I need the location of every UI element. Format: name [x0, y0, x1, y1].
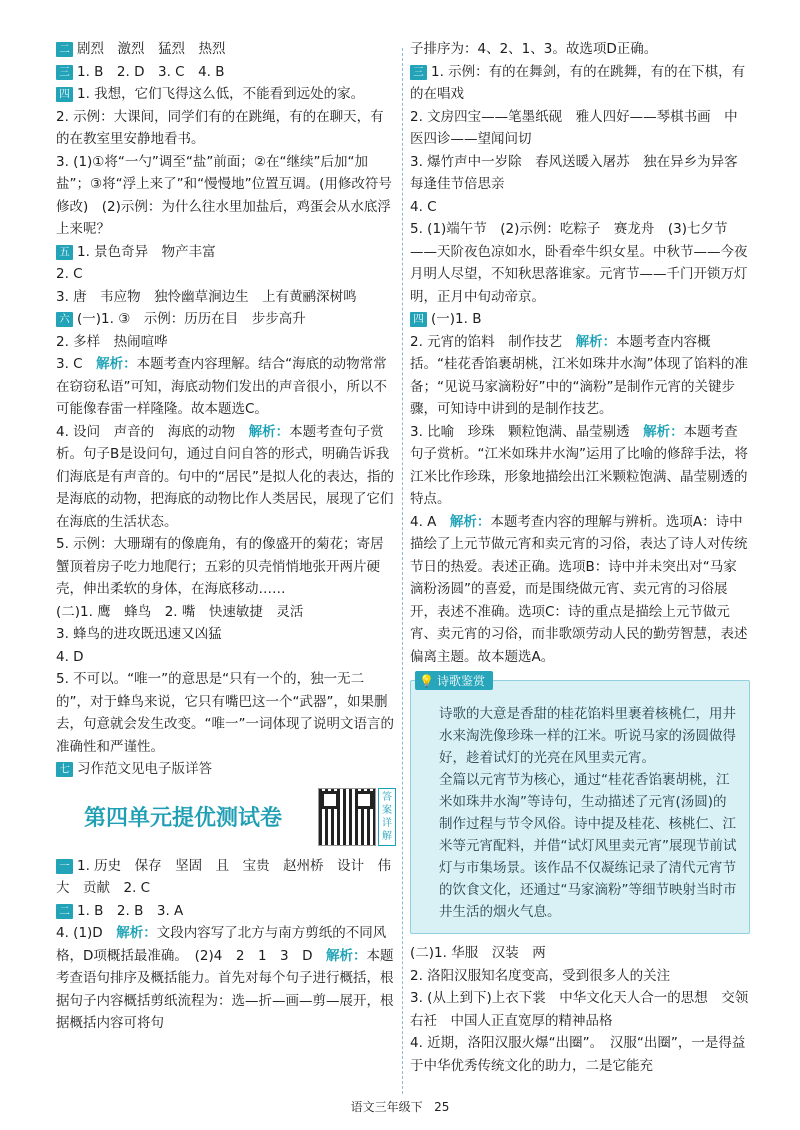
answer-line: [56, 758, 396, 781]
unit-title-bar: [56, 787, 396, 847]
answer-line: [56, 83, 396, 106]
page-number: 25: [434, 1100, 450, 1114]
answer-text: 2. 洛阳汉服知名度变高，受到很多人的关注: [410, 967, 671, 984]
answer-text: 1. B 2. D 3. C 4. B: [77, 63, 225, 80]
answer-text: 5. 示例：大珊瑚有的像鹿角，有的像盛开的菊花；寄居蟹顶着房子吃力地爬行；五彩的贝壳悄悄地张开两片硬壳，伸出柔软的身体，在海底移动……: [56, 536, 384, 597]
answer-line: [410, 511, 750, 669]
answer-text: 4. (1)D 解析：文段内容写了北方与南方剪纸的不同风格，D项概括最准确。 (2)4 2 1 3 D 解析：本题考查语句排序及概括能力。首先对每个句子进行概括，根据句子内容概括剪纸流程为：选—折—画—剪—展开，根据概括内容可将句: [56, 925, 394, 1031]
section-badge: 七: [56, 762, 73, 777]
answer-line: [410, 331, 750, 421]
answer-line: [410, 987, 750, 1032]
poem-paragraph: 全篇以元宵节为核心，通过“桂花香馅裹胡桃，江米如珠井水淘”等诗句，生动描述了元宵(汤圆)的制作过程与节令风俗。诗中提及桂花、核桃仁、江米等元宵配料，并借“试灯风里卖元宵”展现节前试灯与市集场景。该作品不仅凝练记录了清代元宵节的饮食文化，还通过“马家滴粉”等细节映射当时市井生活的烟火气息。: [439, 772, 737, 920]
answer-line: [410, 965, 750, 988]
answer-text: 4. 设问 声音的 海底的动物 解析：本题考查句子赏析。句子B是设问句，通过自问自答的形式，明确告诉我们海底是有声音的。句中的“居民”是拟人化的表达，指的是海底的动物，把海底的动物比作人类居民，展现了它们在海底的生活状态。: [56, 423, 394, 530]
answer-line: [410, 38, 750, 61]
answer-text: 剧烈 激烈 猛烈 热烈: [77, 41, 226, 57]
qr-group: [318, 788, 396, 846]
answer-line: [56, 308, 396, 331]
analysis-marker: 解析：: [96, 356, 137, 372]
answer-line: [410, 106, 750, 151]
answer-line: [410, 942, 750, 965]
section-badge: 一: [56, 859, 73, 874]
answer-line: [410, 61, 750, 106]
answer-text: (一)1. B: [431, 311, 482, 327]
answer-text: 1. 我想，它们飞得这么低，不能看到远处的家。: [77, 86, 365, 102]
answer-line: [410, 1032, 750, 1077]
left-column: [56, 38, 396, 1035]
answer-line: [410, 308, 750, 331]
answer-text: 3. C 解析：本题考查内容理解。结合“海底的动物常常在窃窃私语”可知，海底动物们发出的声音很小，所以不可能像春雷一样隆隆。故本题选C。: [56, 356, 387, 417]
poem-appreciation-tag: [415, 671, 493, 690]
answer-line: [56, 900, 396, 923]
qr-code-icon[interactable]: [318, 788, 376, 846]
right-answers-part2: [410, 942, 750, 1077]
answer-text: 1. 历史 保存 坚固 且 宝贵 赵州桥 设计 伟大 贡献 2. C: [56, 857, 392, 896]
answer-line: [56, 286, 396, 309]
answer-text: (二)1. 华服 汉装 两: [410, 945, 546, 961]
answer-text: 4. D: [56, 648, 84, 665]
answer-text: (一)1. ③ 示例：历历在目 步步高升: [77, 311, 306, 327]
answer-line: [56, 353, 396, 421]
section-badge: 四: [410, 312, 427, 327]
analysis-marker: 解析：: [449, 513, 491, 530]
answer-line: [56, 38, 396, 61]
answer-text: 2. 示例：大课间，同学们有的在跳绳，有的在聊天，有的在教室里安静地看书。: [56, 108, 384, 147]
answer-text: 1. B 2. B 3. A: [77, 902, 184, 919]
answer-line: [56, 241, 396, 264]
answer-text: 3. 比喻 珍珠 颗粒饱满、晶莹剔透 解析：本题考查句子赏析。“江米如珠井水淘”运用了比喻的修辞手法，将江米比作珍珠，形象地描绘出江米颗粒饱满、晶莹剔透的特点。: [410, 423, 748, 507]
right-column: [410, 38, 750, 1077]
page-footer: [0, 1098, 800, 1115]
answer-text: 子排序为：4、2、1、3。故选项D正确。: [410, 41, 658, 57]
answer-line: [56, 106, 396, 151]
answer-line: [56, 421, 396, 534]
analysis-marker: 解析：: [575, 333, 617, 350]
column-divider: [402, 48, 403, 1094]
answer-text: 2. 多样 热闹喧哗: [56, 333, 168, 350]
poem-tag-label: 诗歌鉴赏: [436, 674, 485, 688]
left-answers-unit4: [56, 855, 396, 1035]
answer-text: 3. (从上到下)上衣下裳 中华文化天人合一的思想 交领右衽 中国人正直宽厚的精神品格: [410, 990, 749, 1029]
answer-line: [410, 218, 750, 308]
answer-line: [56, 601, 396, 624]
lightbulb-icon: 💡: [419, 674, 434, 688]
answer-line: [56, 151, 396, 241]
answer-text: 1. 景色奇异 物产丰富: [77, 243, 216, 260]
answer-text: 2. C: [56, 266, 83, 282]
qr-answer-tag: 答案详解: [378, 788, 396, 846]
analysis-marker: 解析：: [248, 423, 290, 440]
answer-line: [56, 331, 396, 354]
answer-text: 3. (1)①将“一勺”调至“盐”前面；②在“继续”后加“加盐”；③将“浮上来了”和“慢慢地”位置互调。(用修改符号修改) (2)示例：为什么往水里加盐后，鸡蛋会从水底浮上来呢？: [56, 153, 392, 237]
answer-line: [56, 533, 396, 601]
answer-text: 习作范文见电子版详答: [77, 761, 212, 777]
section-badge: 二: [56, 904, 73, 919]
answer-text: 2. 元宵的馅料 制作技艺 解析：本题考查内容概括。“桂花香馅裹胡桃，江米如珠井水淘”体现了馅料的准备；“见说马家滴粉好”中的“滴粉”是制作元宵的关键步骤，可知诗中讲到的是制作技艺。: [410, 333, 748, 417]
answer-text: 5. 不可以。“唯一”的意思是“只有一个的，独一无二的”，对于蜂鸟来说，它只有嘴巴这一个“武器”，如果删去，句意就会发生改变。“唯一”一词体现了说明文语言的准确性和严谨性。: [56, 671, 394, 755]
right-answers-part1: [410, 38, 750, 668]
answer-text: (二)1. 鹰 蜂鸟 2. 嘴 快速敏捷 灵活: [56, 603, 304, 620]
section-badge: 三: [56, 65, 73, 80]
section-badge: 二: [56, 42, 73, 57]
answer-text: 2. 文房四宝——笔墨纸砚 雅人四好——琴棋书画 中医四诊——望闻问切: [410, 108, 738, 147]
answer-text: 4. 近期，洛阳汉服火爆“出圈”。 汉服“出圈”，一是得益于中华优秀传统文化的助力，二是它能充: [410, 1035, 746, 1074]
answer-line: [410, 196, 750, 219]
analysis-marker: 解析：: [326, 947, 367, 964]
analysis-marker: 解析：: [643, 423, 684, 440]
unit-title: 第四单元提优测试卷: [84, 805, 283, 831]
answer-text: 3. 爆竹声中一岁除 春风送暖入屠苏 独在异乡为异客 每逢佳节倍思亲: [410, 153, 752, 192]
answer-text: 3. 蜂鸟的进攻既迅速又凶猛: [56, 626, 222, 642]
section-badge: 五: [56, 245, 73, 260]
answer-line: [56, 855, 396, 900]
section-badge: 六: [56, 312, 73, 327]
section-badge: 四: [56, 87, 73, 102]
answer-line: [56, 922, 396, 1035]
answer-line: [410, 151, 750, 196]
footer-subject: 语文三年级下: [350, 1100, 423, 1114]
answer-line: [56, 623, 396, 646]
answer-line: [410, 421, 750, 511]
answer-text: 3. 唐 韦应物 独怜幽草涧边生 上有黄鹂深树鸣: [56, 288, 357, 305]
left-answers-unit3: [56, 38, 396, 781]
answer-text: 4. C: [410, 198, 437, 215]
answer-line: [56, 646, 396, 669]
answer-text: 1. 示例：有的在舞剑，有的在跳舞，有的在下棋，有的在唱戏: [410, 63, 746, 102]
poem-appreciation-box: [410, 674, 750, 934]
answer-line: [56, 263, 396, 286]
answer-text: 4. A 解析：本题考查内容的理解与辨析。选项A：诗中描绘了上元节做元宵和卖元宵的习俗，表达了诗人对传统节日的热爱。表述正确。选项B：诗中并未突出对“马家滴粉汤圆”的喜爱，而是围绕做元宵、卖元宵的习俗展开，表述不准确。选项C：诗的重点是描绘上元节做元宵、卖元宵的习俗，而非歌颂劳动人民的勤劳智慧，表述偏离主题。故本题选A。: [410, 513, 748, 665]
answer-line: [56, 668, 396, 758]
poem-paragraph: 诗歌的大意是香甜的桂花馅料里裹着核桃仁，用井水来淘洗像珍珠一样的江米。听说马家的汤圆做得好，趁着试灯的光亮在风里卖元宵。: [439, 706, 736, 766]
answer-line: [56, 61, 396, 84]
answer-text: 5. (1)端午节 (2)示例：吃粽子 赛龙舟 (3)七夕节——天阶夜色凉如水，卧看牵牛织女星。中秋节——今夜月明人尽望，不知秋思落谁家。元宵节——千门开锁万灯明，正月中旬动帝京。: [410, 221, 748, 305]
section-badge: 三: [410, 65, 427, 80]
analysis-marker: 解析：: [116, 925, 157, 941]
